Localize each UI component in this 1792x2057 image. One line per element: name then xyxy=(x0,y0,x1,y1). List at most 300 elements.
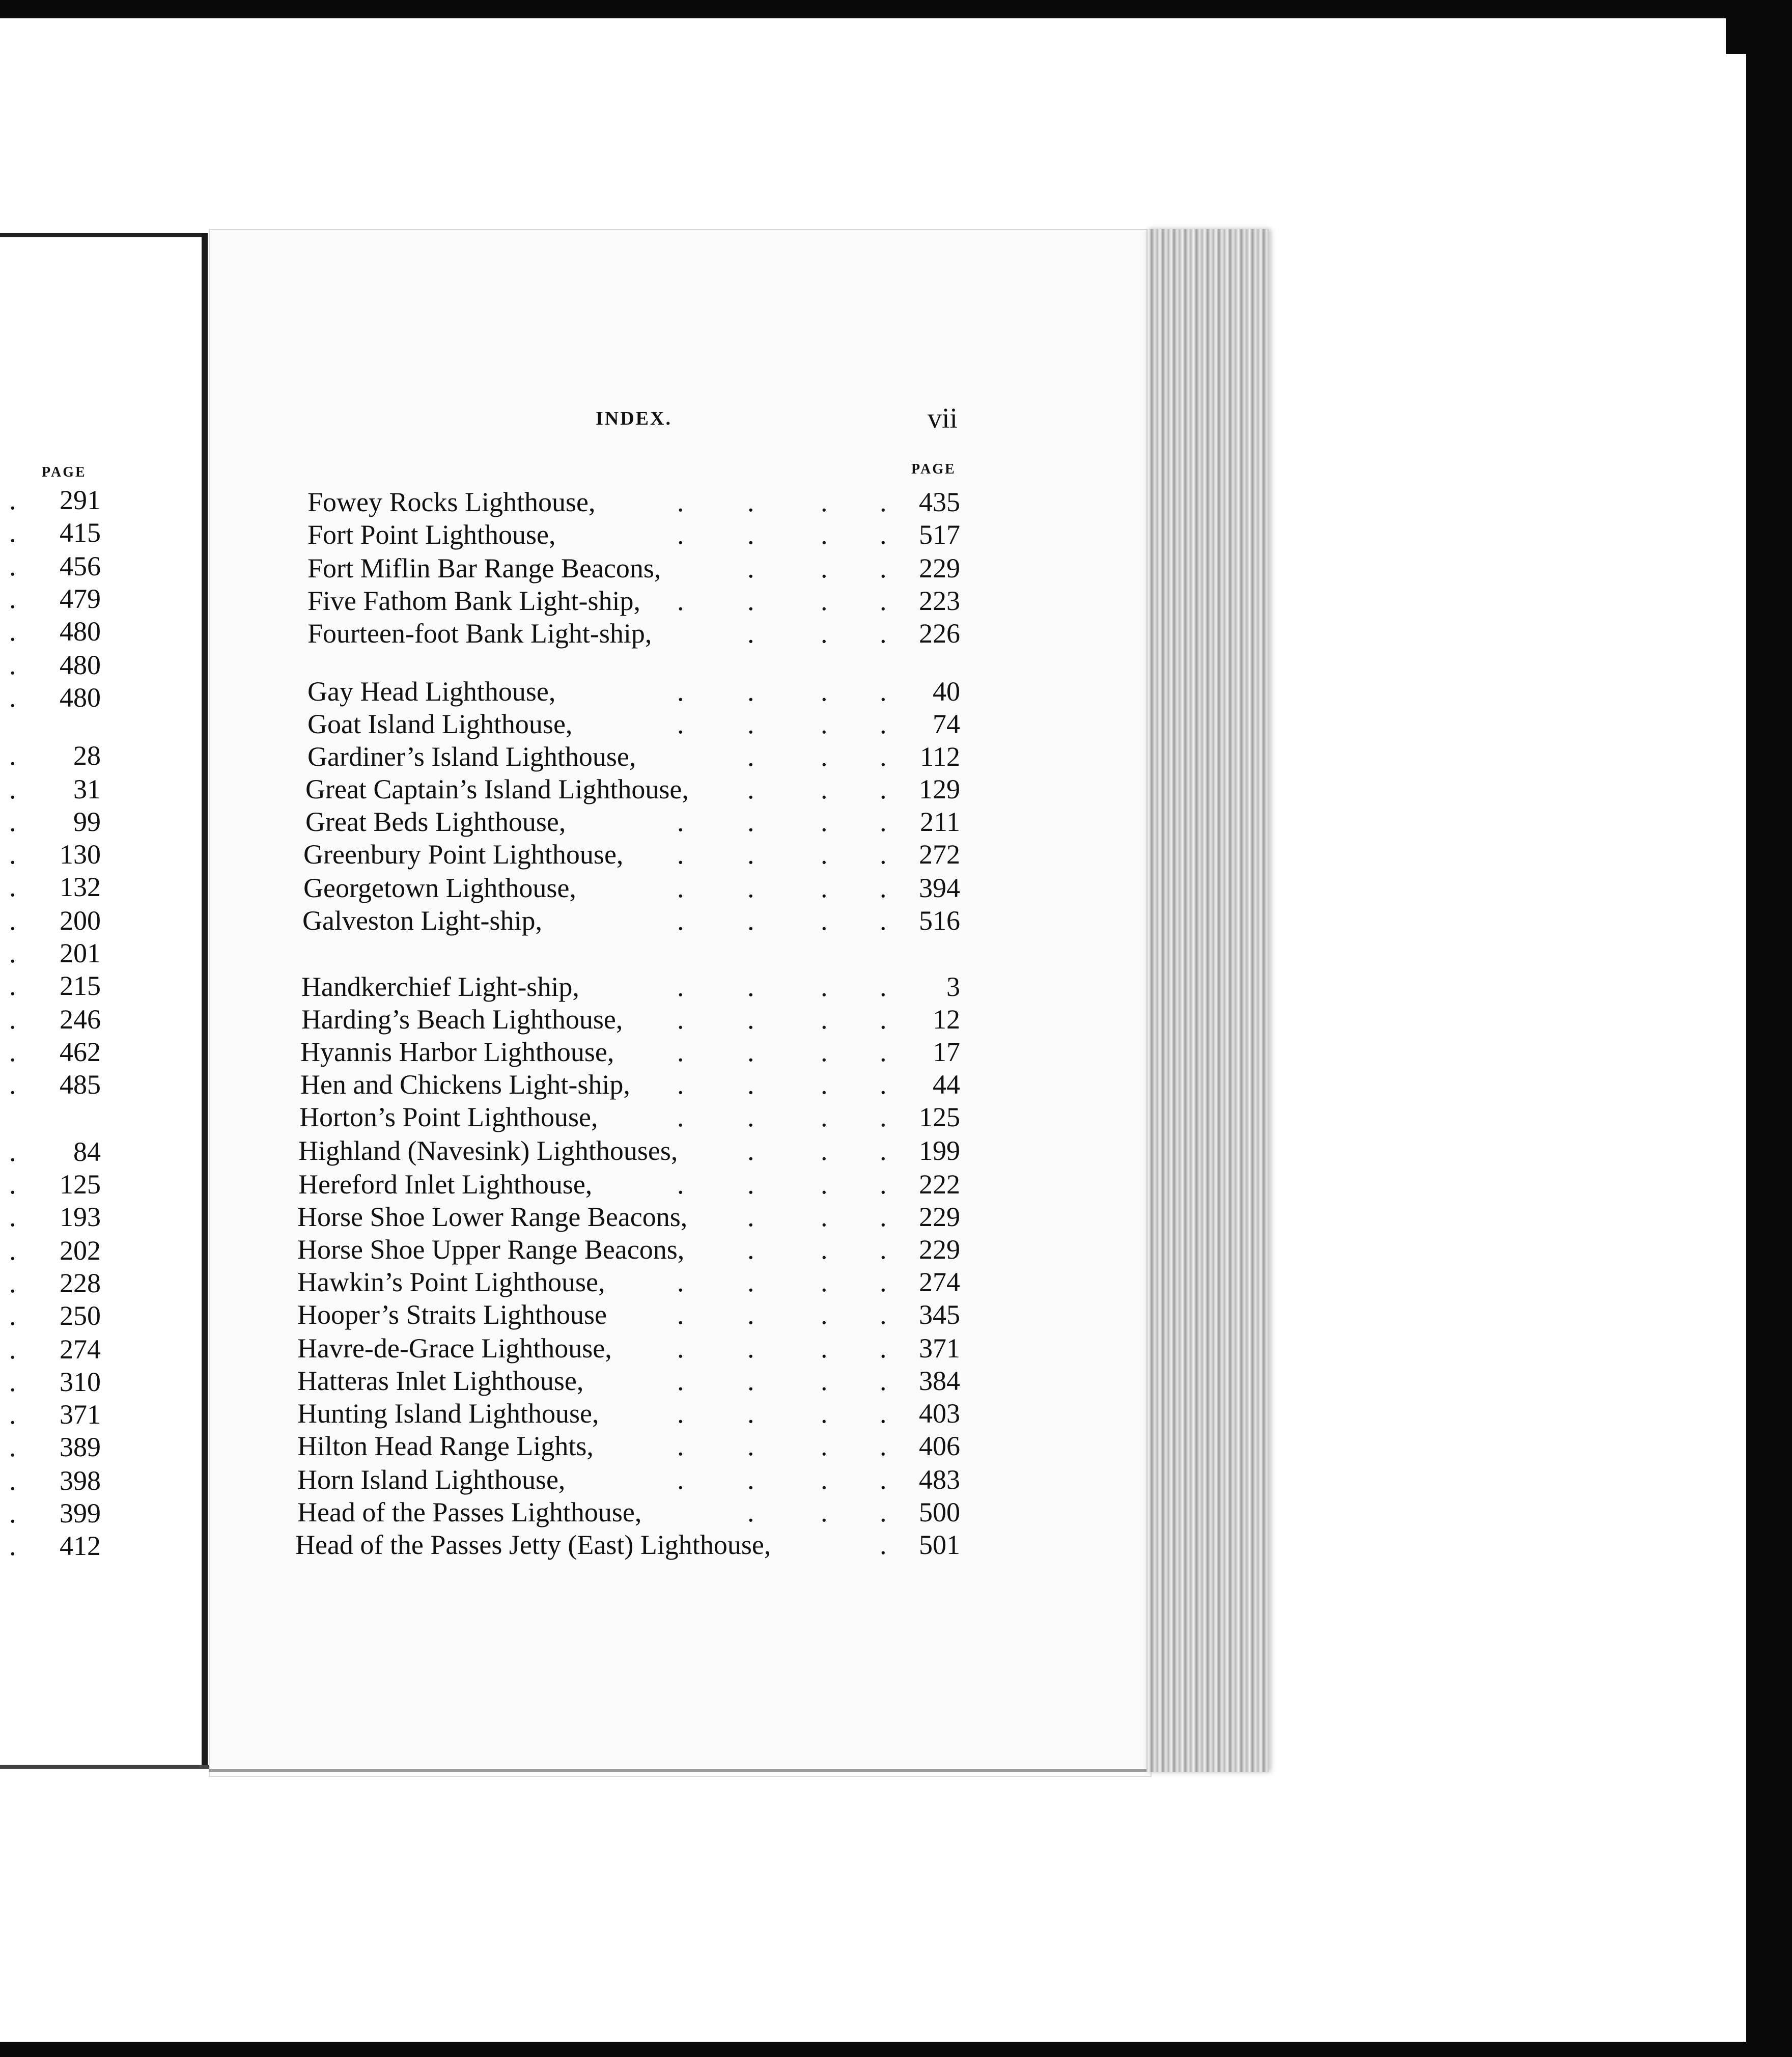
leader-dot: . xyxy=(880,709,887,739)
leader-dot: . xyxy=(747,487,754,517)
entry-page-number: 483 xyxy=(919,1464,960,1495)
leader-dot: . xyxy=(821,807,828,837)
index-entry xyxy=(0,617,967,650)
entry-name: Gay Head Lighthouse, xyxy=(307,676,556,707)
left-page-entry xyxy=(9,904,121,937)
leader-dot: . xyxy=(677,1464,684,1495)
entry-name: Five Fathom Bank Light-ship, xyxy=(307,586,640,616)
leader-dot: . xyxy=(9,1498,16,1528)
left-page-entry xyxy=(9,484,121,516)
leader-dot: . xyxy=(821,1234,828,1265)
entry-name: Head of the Passes Lighthouse, xyxy=(297,1497,642,1527)
entry-page-number: 12 xyxy=(933,1004,960,1035)
right-page-bottom-edge xyxy=(209,1769,1152,1772)
index-entry xyxy=(0,585,967,617)
leader-dot: . xyxy=(9,650,16,680)
left-page-entry xyxy=(9,1168,121,1201)
index-entry xyxy=(0,1266,967,1298)
leader-dot: . xyxy=(880,905,887,936)
entry-name: Havre-de-Grace Lighthouse, xyxy=(297,1333,612,1364)
left-page-entry xyxy=(9,1135,121,1168)
leader-dot: . xyxy=(821,553,828,583)
index-entry xyxy=(0,740,967,773)
index-entry xyxy=(0,1201,967,1233)
index-entry xyxy=(0,708,967,740)
leader-dot: . xyxy=(747,618,754,649)
leader-dot: . xyxy=(747,1169,754,1200)
leader-dot: . xyxy=(9,1531,16,1561)
left-page-entry xyxy=(9,1201,121,1233)
entry-page-number: 516 xyxy=(919,905,960,936)
entry-page-number: 384 xyxy=(919,1366,960,1396)
leader-dot: . xyxy=(9,740,16,771)
leader-dot: . xyxy=(677,905,684,936)
entry-name: Fort Point Lighthouse, xyxy=(307,519,556,550)
leader-dot: . xyxy=(747,1431,754,1461)
leader-dot: . xyxy=(747,519,754,550)
left-page-number: 415 xyxy=(60,517,101,548)
leader-dot: . xyxy=(677,1169,684,1200)
entry-page-number: 222 xyxy=(919,1169,960,1200)
index-entry xyxy=(0,773,967,805)
entry-page-number: 223 xyxy=(919,586,960,616)
leader-dot: . xyxy=(880,1398,887,1429)
leader-dot: . xyxy=(9,551,16,581)
index-entry xyxy=(0,904,967,937)
entry-page-number: 229 xyxy=(919,553,960,583)
leader-dot: . xyxy=(821,1464,828,1495)
left-page-number: 462 xyxy=(60,1037,101,1067)
leader-dot: . xyxy=(880,839,887,870)
leader-dot: . xyxy=(747,905,754,936)
index-entry xyxy=(0,675,967,708)
leader-dot: . xyxy=(880,618,887,649)
leader-dot: . xyxy=(880,1069,887,1100)
leader-dot: . xyxy=(9,1235,16,1266)
entry-page-number: 129 xyxy=(919,774,960,804)
left-page-number: 480 xyxy=(60,616,101,647)
entry-name: Horse Shoe Lower Range Beacons, xyxy=(297,1202,688,1232)
index-entry xyxy=(0,1003,967,1036)
entry-page-number: 199 xyxy=(919,1135,960,1166)
leader-dot: . xyxy=(747,1267,754,1297)
left-page-number: 250 xyxy=(60,1300,101,1331)
leader-dot: . xyxy=(9,872,16,902)
leader-dot: . xyxy=(677,1267,684,1297)
leader-dot: . xyxy=(9,1300,16,1331)
leader-dot: . xyxy=(821,618,828,649)
left-page-entry xyxy=(9,582,121,615)
entry-name: Hen and Chickens Light-ship, xyxy=(300,1069,630,1100)
entry-page-number: 3 xyxy=(946,971,960,1002)
leader-dot: . xyxy=(821,519,828,550)
entry-page-number: 112 xyxy=(920,741,960,772)
leader-dot: . xyxy=(747,1299,754,1330)
leader-dot: . xyxy=(677,873,684,903)
left-page-entry xyxy=(9,805,121,838)
page-edges-stack xyxy=(1146,229,1269,1772)
leader-dot: . xyxy=(880,586,887,616)
leader-dot: . xyxy=(821,1366,828,1396)
index-entry xyxy=(0,805,967,838)
entry-page-number: 274 xyxy=(919,1267,960,1297)
leader-dot: . xyxy=(9,1268,16,1298)
scan-frame-top xyxy=(0,0,1792,18)
leader-dot: . xyxy=(747,1069,754,1100)
entry-name: Hilton Head Range Lights, xyxy=(297,1431,594,1461)
left-page-number: 485 xyxy=(60,1069,101,1100)
leader-dot: . xyxy=(821,741,828,772)
leader-dot: . xyxy=(677,1069,684,1100)
leader-dot: . xyxy=(821,1202,828,1232)
left-page-entry xyxy=(9,1464,121,1497)
left-page-number: 291 xyxy=(60,485,101,515)
left-page-number: 28 xyxy=(73,740,101,771)
leader-dot: . xyxy=(9,774,16,804)
left-page-column-label: PAGE xyxy=(42,464,87,480)
left-page-number: 84 xyxy=(73,1136,101,1167)
left-page-entry xyxy=(9,550,121,582)
entry-name: Handkerchief Light-ship, xyxy=(301,971,579,1002)
entry-page-number: 394 xyxy=(919,873,960,903)
index-entry xyxy=(0,1168,967,1201)
entry-name: Horton’s Point Lighthouse, xyxy=(299,1102,598,1132)
leader-dot: . xyxy=(9,1069,16,1100)
entry-page-number: 345 xyxy=(919,1299,960,1330)
leader-dot: . xyxy=(9,583,16,614)
index-entry xyxy=(0,1528,967,1561)
left-page-number: 201 xyxy=(60,938,101,968)
left-page-number: 246 xyxy=(60,1004,101,1035)
entry-name: Fowey Rocks Lighthouse, xyxy=(307,487,596,517)
leader-dot: . xyxy=(9,839,16,870)
page-folio: vii xyxy=(928,403,958,434)
index-entry xyxy=(0,1397,967,1430)
leader-dot: . xyxy=(821,676,828,707)
leader-dot: . xyxy=(821,1333,828,1364)
leader-dot: . xyxy=(747,1333,754,1364)
left-page-number: 202 xyxy=(60,1235,101,1266)
leader-dot: . xyxy=(880,1333,887,1364)
leader-dot: . xyxy=(821,774,828,804)
leader-dot: . xyxy=(677,807,684,837)
entry-name: Gardiner’s Island Lighthouse, xyxy=(307,741,636,772)
entry-name: Fourteen-foot Bank Light-ship, xyxy=(307,618,652,649)
left-page-entry xyxy=(9,773,121,805)
leader-dot: . xyxy=(821,1037,828,1067)
left-page-number: 371 xyxy=(60,1399,101,1430)
leader-dot: . xyxy=(9,1169,16,1200)
leader-dot: . xyxy=(677,1102,684,1132)
left-page-entry xyxy=(9,969,121,1002)
left-page-number: 399 xyxy=(60,1498,101,1528)
index-entry xyxy=(0,1101,967,1133)
left-page-entry xyxy=(9,1068,121,1101)
entry-name: Hunting Island Lighthouse, xyxy=(297,1398,599,1429)
index-entry xyxy=(0,518,967,551)
entry-page-number: 371 xyxy=(919,1333,960,1364)
leader-dot: . xyxy=(880,1530,887,1560)
left-page-number: 480 xyxy=(60,650,101,680)
leader-dot: . xyxy=(747,1004,754,1035)
left-page-number: 125 xyxy=(60,1169,101,1200)
leader-dot: . xyxy=(677,1004,684,1035)
entry-page-number: 517 xyxy=(919,519,960,550)
leader-dot: . xyxy=(747,676,754,707)
leader-dot: . xyxy=(677,1333,684,1364)
entry-page-number: 501 xyxy=(919,1530,960,1560)
leader-dot: . xyxy=(677,487,684,517)
left-page-entry xyxy=(9,1036,121,1068)
leader-dot: . xyxy=(880,1366,887,1396)
leader-dot: . xyxy=(9,807,16,837)
scan-frame-right xyxy=(1746,0,1792,2057)
left-page-number: 274 xyxy=(60,1334,101,1365)
entry-name: Great Beds Lighthouse, xyxy=(305,807,566,837)
left-page-entry xyxy=(9,1003,121,1036)
leader-dot: . xyxy=(880,1234,887,1265)
left-page-bottom-edge xyxy=(0,1765,214,1769)
entry-page-number: 44 xyxy=(933,1069,960,1100)
leader-dot: . xyxy=(747,1497,754,1527)
leader-dot: . xyxy=(821,586,828,616)
leader-dot: . xyxy=(880,1169,887,1200)
leader-dot: . xyxy=(880,1102,887,1132)
leader-dot: . xyxy=(747,1135,754,1166)
leader-dot: . xyxy=(9,1202,16,1232)
index-entry xyxy=(0,1134,967,1167)
leader-dot: . xyxy=(9,970,16,1001)
index-entry xyxy=(0,1298,967,1331)
leader-dot: . xyxy=(880,807,887,837)
leader-dot: . xyxy=(677,519,684,550)
index-entry xyxy=(0,1463,967,1496)
left-page-number: 479 xyxy=(60,583,101,614)
leader-dot: . xyxy=(821,1102,828,1132)
leader-dot: . xyxy=(880,1202,887,1232)
leader-dot: . xyxy=(9,616,16,647)
leader-dot: . xyxy=(880,1299,887,1330)
leader-dot: . xyxy=(677,1299,684,1330)
leader-dot: . xyxy=(821,1267,828,1297)
entry-name: Hooper’s Straits Lighthouse xyxy=(297,1299,607,1330)
leader-dot: . xyxy=(677,1398,684,1429)
left-page-number: 412 xyxy=(60,1531,101,1561)
leader-dot: . xyxy=(821,709,828,739)
scan-frame-corner xyxy=(1726,18,1756,54)
leader-dot: . xyxy=(821,1069,828,1100)
leader-dot: . xyxy=(880,487,887,517)
left-page-entry xyxy=(9,681,121,714)
entry-page-number: 435 xyxy=(919,487,960,517)
index-entry xyxy=(0,486,967,518)
entry-page-number: 406 xyxy=(919,1431,960,1461)
index-entry xyxy=(0,1496,967,1528)
left-page-number: 480 xyxy=(60,682,101,713)
leader-dot: . xyxy=(9,905,16,936)
leader-dot: . xyxy=(821,1004,828,1035)
left-page-entry xyxy=(9,649,121,681)
index-entry xyxy=(0,1430,967,1462)
leader-dot: . xyxy=(677,971,684,1002)
leader-dot: . xyxy=(9,517,16,548)
left-page-entry xyxy=(9,1299,121,1332)
leader-dot: . xyxy=(880,1004,887,1035)
leader-dot: . xyxy=(747,1398,754,1429)
leader-dot: . xyxy=(747,553,754,583)
left-page-entry xyxy=(9,1366,121,1398)
left-page-entry xyxy=(9,739,121,772)
leader-dot: . xyxy=(821,905,828,936)
leader-dot: . xyxy=(9,1334,16,1365)
leader-dot: . xyxy=(747,1234,754,1265)
left-page-entry xyxy=(9,871,121,903)
index-entry xyxy=(0,1068,967,1101)
scan-frame-bottom xyxy=(0,2042,1792,2057)
leader-dot: . xyxy=(880,676,887,707)
leader-dot: . xyxy=(747,709,754,739)
left-page-number: 456 xyxy=(60,551,101,581)
leader-dot: . xyxy=(880,741,887,772)
entry-page-number: 17 xyxy=(933,1037,960,1067)
leader-dot: . xyxy=(821,971,828,1002)
left-page-number: 99 xyxy=(73,807,101,837)
leader-dot: . xyxy=(821,487,828,517)
left-page-entry xyxy=(9,1267,121,1299)
entry-page-number: 40 xyxy=(933,676,960,707)
entry-name: Hyannis Harbor Lighthouse, xyxy=(300,1037,614,1067)
leader-dot: . xyxy=(821,1169,828,1200)
leader-dot: . xyxy=(747,1037,754,1067)
leader-dot: . xyxy=(880,1267,887,1297)
entry-name: Hatteras Inlet Lighthouse, xyxy=(297,1366,584,1396)
leader-dot: . xyxy=(9,1004,16,1035)
leader-dot: . xyxy=(821,873,828,903)
index-entry xyxy=(0,1332,967,1365)
leader-dot: . xyxy=(9,485,16,515)
leader-dot: . xyxy=(880,971,887,1002)
leader-dot: . xyxy=(747,1464,754,1495)
left-page-number: 398 xyxy=(60,1465,101,1496)
entry-page-number: 226 xyxy=(919,618,960,649)
leader-dot: . xyxy=(880,1135,887,1166)
leader-dot: . xyxy=(9,938,16,968)
leader-dot: . xyxy=(9,1399,16,1430)
entry-name: Great Captain’s Island Lighthouse, xyxy=(305,774,689,804)
leader-dot: . xyxy=(880,873,887,903)
running-head: INDEX. xyxy=(596,408,672,429)
leader-dot: . xyxy=(9,1432,16,1462)
left-page-number: 215 xyxy=(60,970,101,1001)
leader-dot: . xyxy=(821,839,828,870)
leader-dot: . xyxy=(677,1366,684,1396)
page-column-label: PAGE xyxy=(911,461,956,477)
entry-name: Fort Miflin Bar Range Beacons, xyxy=(307,553,661,583)
entry-page-number: 403 xyxy=(919,1398,960,1429)
left-page-entry xyxy=(9,1530,121,1562)
leader-dot: . xyxy=(880,774,887,804)
leader-dot: . xyxy=(677,1037,684,1067)
left-page-number: 130 xyxy=(60,839,101,870)
leader-dot: . xyxy=(747,1202,754,1232)
entry-page-number: 500 xyxy=(919,1497,960,1527)
left-page-entry xyxy=(9,615,121,648)
leader-dot: . xyxy=(880,1464,887,1495)
index-entry xyxy=(0,1365,967,1397)
entry-page-number: 229 xyxy=(919,1202,960,1232)
leader-dot: . xyxy=(747,873,754,903)
index-entry xyxy=(0,1233,967,1266)
leader-dot: . xyxy=(9,1465,16,1496)
left-page-number: 132 xyxy=(60,872,101,902)
left-page-entry xyxy=(9,516,121,549)
index-entry xyxy=(0,838,967,871)
leader-dot: . xyxy=(747,741,754,772)
entry-page-number: 229 xyxy=(919,1234,960,1265)
entry-name: Horse Shoe Upper Range Beacons, xyxy=(297,1234,685,1265)
index-entry xyxy=(0,1036,967,1068)
leader-dot: . xyxy=(747,586,754,616)
entry-name: Goat Island Lighthouse, xyxy=(307,709,573,739)
leader-dot: . xyxy=(747,971,754,1002)
leader-dot: . xyxy=(747,1102,754,1132)
leader-dot: . xyxy=(677,676,684,707)
entry-name: Hereford Inlet Lighthouse, xyxy=(298,1169,593,1200)
leader-dot: . xyxy=(880,553,887,583)
leader-dot: . xyxy=(747,807,754,837)
leader-dot: . xyxy=(821,1299,828,1330)
entry-name: Harding’s Beach Lighthouse, xyxy=(301,1004,623,1035)
leader-dot: . xyxy=(880,1037,887,1067)
left-page-entry xyxy=(9,1497,121,1530)
leader-dot: . xyxy=(880,1431,887,1461)
index-entry xyxy=(0,552,967,585)
leader-dot: . xyxy=(9,1136,16,1167)
entry-name: Galveston Light-ship, xyxy=(302,905,542,936)
entry-page-number: 272 xyxy=(919,839,960,870)
entry-name: Highland (Navesink) Lighthouses, xyxy=(298,1135,678,1166)
left-page-entry xyxy=(9,838,121,871)
leader-dot: . xyxy=(880,519,887,550)
left-page-top-edge xyxy=(0,233,204,237)
left-page-number: 31 xyxy=(73,774,101,804)
leader-dot: . xyxy=(9,682,16,713)
entry-page-number: 211 xyxy=(920,807,960,837)
entry-name: Head of the Passes Jetty (East) Lighthouse, xyxy=(295,1530,771,1560)
entry-page-number: 74 xyxy=(933,709,960,739)
entry-name: Hawkin’s Point Lighthouse, xyxy=(297,1267,605,1297)
left-page-entry xyxy=(9,937,121,969)
index-entry xyxy=(0,872,967,904)
leader-dot: . xyxy=(821,1398,828,1429)
leader-dot: . xyxy=(747,774,754,804)
leader-dot: . xyxy=(821,1497,828,1527)
leader-dot: . xyxy=(821,1135,828,1166)
left-page-number: 310 xyxy=(60,1367,101,1397)
leader-dot: . xyxy=(677,839,684,870)
leader-dot: . xyxy=(747,1366,754,1396)
entry-page-number: 125 xyxy=(919,1102,960,1132)
leader-dot: . xyxy=(9,1037,16,1067)
left-page-entry xyxy=(9,1431,121,1463)
left-page-entry xyxy=(9,1234,121,1267)
index-entry xyxy=(0,970,967,1003)
leader-dot: . xyxy=(821,1431,828,1461)
entry-name: Horn Island Lighthouse, xyxy=(297,1464,566,1495)
left-page-number: 228 xyxy=(60,1268,101,1298)
left-page-number: 389 xyxy=(60,1432,101,1462)
left-page-number: 200 xyxy=(60,905,101,936)
